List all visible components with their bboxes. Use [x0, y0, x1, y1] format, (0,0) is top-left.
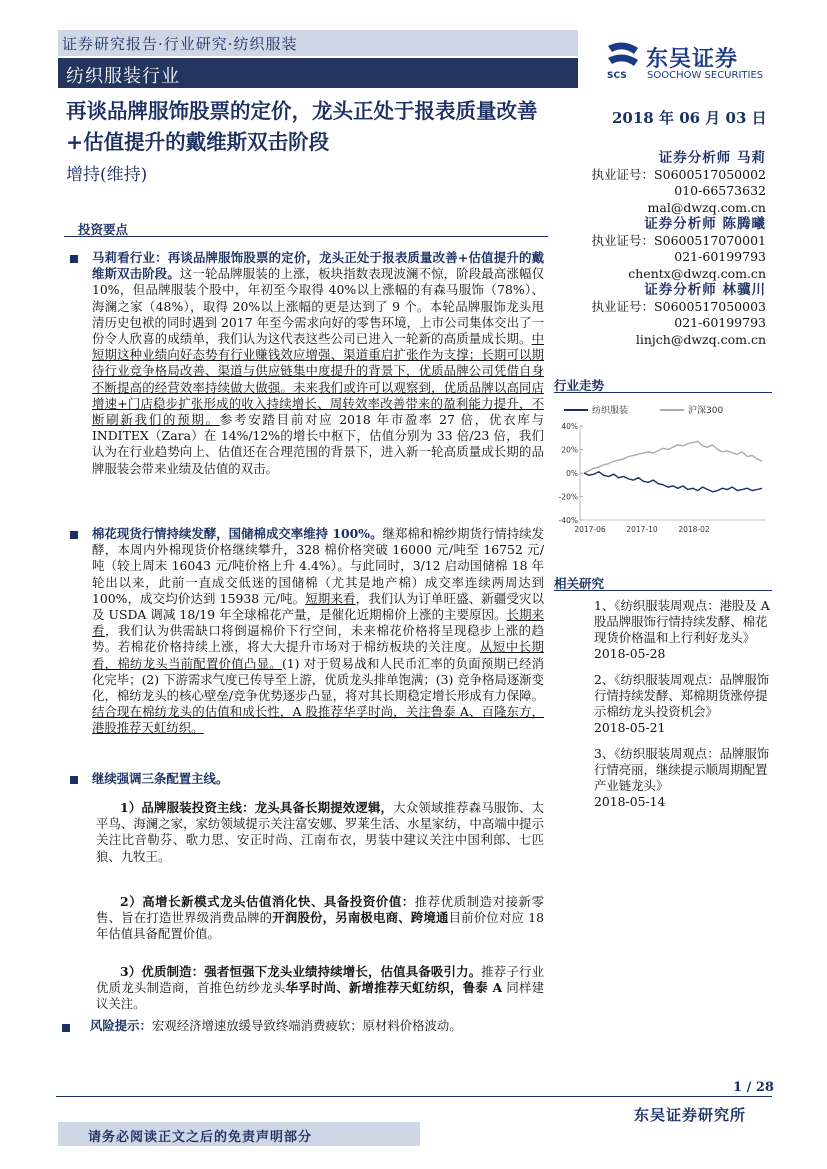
- analyst-license: 执业证号：S0600517050002: [591, 166, 766, 182]
- p1-text1: 这一轮品牌服装的上涨，板块指数表现波澜不惊，阶段最高涨幅仅 10%，但品牌服装个股中，年初至今取得 40%以上涨幅的有森马服饰（78%）、海澜之家（48%），取得 20%以上涨幅的更是达到了 9 个。本轮品牌服饰龙头甩清历史包袱的同时遇到 2017 年至今需求向好的零售环境，上市公司集体交出了一份令人欣喜的成绩单，我们认为这代表这些公司已进入一轮新的高质量成长期。: [92, 266, 544, 347]
- p2-text1: 继郑棉和棉纱期货行情持续发酵，本周内外棉现货价格继续攀升，328 棉价格突破 16000 元/吨至 16752 元/吨（较上周末 16043 元/吨价格上升 4.4%）。与此同时，3/12 启动国储棉 18 年轮出以来，此前一直成交低迷的国储棉（尤其是地产棉）成交率连续两周达到 100%，成交均价达到 15938 元/吨。: [92, 526, 545, 606]
- related-title[interactable]: 3、《纺织服装周观点：品牌服饰行情亮丽，继续提示顺周期配置产业链龙头》: [594, 746, 770, 793]
- analyst-phone: 021-60199793: [674, 315, 766, 330]
- y-tick-label: -40%: [558, 516, 578, 525]
- legend-label: 纺织服装: [592, 406, 629, 416]
- legend-label: 沪深300: [688, 406, 724, 416]
- chart-axes: [559, 422, 766, 534]
- y-tick-label: 0%: [566, 469, 578, 478]
- related-item-3[interactable]: [594, 746, 772, 810]
- x-tick-label: 2018-02: [678, 525, 710, 534]
- y-tick-label: 20%: [561, 445, 578, 455]
- footer-institute: 东吴证券研究所: [634, 1106, 747, 1124]
- risk-warning: [90, 1018, 546, 1034]
- line1-lead: 1）品牌服装投资主线：龙头具备长期提效逻辑，: [120, 800, 394, 815]
- bullet-icon: [70, 255, 78, 263]
- p1-underline: 中短期这种业绩向好态势有行业赚钱效应增强、渠道重启扩张作为支撑；长期可以期待行业竞争格局改善、渠道与供应链集中度提升的背景下，优质品牌公司凭借自身不断提高的经营效率持续做大做强。未来我们或许可以观察到，优质品牌以高同店增速+门店稳步扩张形成的收入持续增长、周转效率改善带来的盈利能力提升，不断刷新我们的预期。: [92, 331, 544, 428]
- p2-lead: 棉花现货行情持续发酵，国储棉成交率维持 100%。: [92, 526, 383, 541]
- bullet-icon: [62, 1024, 70, 1032]
- analyst-phone: 021-60199793: [674, 249, 766, 264]
- p2-u1: 短期来看: [305, 590, 356, 606]
- industry-title: 纺织服装行业: [66, 66, 180, 87]
- analyst-email[interactable]: linjch@dwzq.com.cn: [635, 331, 766, 347]
- line3-text1: 推荐子行业优质龙头制造商，首推色纺纱龙头: [96, 964, 545, 996]
- trend-divider: [554, 392, 772, 393]
- analyst-email[interactable]: chentx@dwzq.com.cn: [628, 265, 766, 281]
- p2-u3: 从短中长期看，棉纺龙头当前配置价值凸显。: [92, 639, 544, 671]
- analyst-role: 证券分析师 陈腾曦: [644, 216, 766, 232]
- chart-lines: [584, 441, 762, 492]
- related-title[interactable]: 1、《纺织服装周观点：港股及 A 股品牌服饰行情持续发酵、棉花现货价格温和上行利好龙头》: [594, 598, 770, 645]
- line3-bold: 华孚时尚、新增推荐天虹纺织，鲁泰 A: [285, 980, 503, 996]
- header-breadcrumb-band: [58, 30, 578, 56]
- line2-text1: 推荐优质制造对接新零售、旨在打造世界级消费品牌的: [96, 894, 544, 926]
- summary-label: 投资要点: [78, 222, 129, 237]
- risk-text: 宏观经济增速放缓导致终端消费疲软；原材料价格波动。: [151, 1018, 462, 1033]
- summary-divider: [64, 236, 548, 237]
- p2-u2: 长期来看: [92, 607, 545, 639]
- y-tick-label: 40%: [561, 422, 578, 431]
- line2-bold: 开润股份，另南极电商、跨境通: [272, 910, 449, 926]
- analyst-license: 执业证号：S0600517050003: [591, 298, 766, 314]
- logo-text-cn: 东吴证券: [646, 47, 739, 72]
- summary-paragraph-2: [92, 526, 544, 737]
- related-date: 2018-05-28: [594, 646, 666, 661]
- report-title: 再谈品牌服饰股票的定价，龙头正处于报表质量改善+估值提升的戴维斯双击阶段: [66, 99, 538, 154]
- analyst-phone: 010-66573632: [674, 183, 766, 198]
- x-tick-label: 2017-10: [626, 525, 658, 534]
- x-tick-label: 2017-06: [574, 525, 606, 534]
- soochow-logo-icon: [604, 40, 642, 80]
- line3-lead: 3）优质制造：强者恒强下龙头业绩持续增长，估值具备吸引力。: [120, 964, 482, 979]
- report-date: 2018 年 06 月 03 日: [612, 109, 767, 127]
- config-line-1: [96, 800, 544, 865]
- config-line-2: [96, 894, 544, 943]
- breadcrumb: 证券研究报告·行业研究·纺织服装: [62, 35, 298, 53]
- series-line: [584, 441, 762, 473]
- analyst-2: [586, 216, 766, 282]
- line1-text: 大众领域推荐森马服饰、太平鸟、海澜之家，家纺领域提示关注富安娜、罗莱生活、水星家纺，中高端中提示关注比音勒芬、歌力思、安正时尚、江南布衣，男装中建议关注中国利郎、七匹狼、九牧王。: [96, 800, 545, 864]
- config-line-3: [96, 964, 544, 1013]
- disclaimer-text: 请务必阅读正文之后的免责声明部分: [88, 1130, 313, 1145]
- related-date: 2018-05-21: [594, 720, 666, 735]
- industry-trend-chart: [548, 396, 772, 544]
- summary-paragraph-1: [92, 250, 544, 477]
- page-number: 1 / 28: [733, 1080, 774, 1095]
- risk-label: 风险提示：: [90, 1018, 152, 1033]
- series-line: [584, 472, 762, 492]
- p1-lead: 马莉看行业：再谈品牌服饰股票的定价，龙头正处于报表质量改善+估值提升的戴维斯双击阶段。: [92, 250, 544, 282]
- logo-text-en: SOOCHOW SECURITIES: [647, 70, 764, 81]
- p2-text4: (1) 对于贸易战和人民币汇率的负面预期已经消化完毕；(2) 下游需求气度已传导至上游，优质龙头排单饱满；(3) 竞争格局逐渐变化，棉纺龙头的核心壁垒/竞争优势逐步凸显，将对其长期稳定增长形成有力保障。: [92, 655, 545, 704]
- related-date: 2018-05-14: [594, 794, 666, 809]
- rating: 增持(维持): [66, 165, 148, 185]
- y-tick-label: -20%: [558, 492, 578, 502]
- trend-label: 行业走势: [554, 378, 605, 393]
- p2-u4: 结合现在棉纺龙头的估值和成长性，A 股推荐华孚时尚，关注鲁泰 A、百隆东方，港股推荐天虹纺织。: [92, 704, 544, 736]
- bullet-icon: [70, 776, 78, 784]
- related-item-1[interactable]: [594, 598, 772, 662]
- line3-text2: 同样建议关注。: [96, 980, 544, 1012]
- bullet-icon: [70, 531, 78, 539]
- related-divider: [554, 590, 772, 591]
- footer-divider: [56, 1096, 772, 1097]
- industry-band: [58, 58, 578, 88]
- chart-legend: [564, 404, 723, 416]
- analyst-role: 证券分析师 马莉: [658, 150, 766, 166]
- logo-mark-text: SCS: [607, 71, 627, 80]
- p1-text2: 参考安踏目前对应 2018 年市盈率 27 倍，优衣库与 INDITEX（Zara）在 14%/12%的增长中枢下，估值分别为 33 倍/23 倍，我们认为在行业趋势向上、估值还在合理范围的背景下，进入新一轮高质量成长期的品牌服装会带来业绩及估值的双击。: [92, 412, 545, 476]
- p2-text2: ，我们认为订单旺盛、新疆受灾以及 USDA 调减 18/19 年全球棉花产量，是催化近期棉价上涨的主要原因。: [92, 590, 545, 623]
- analyst-1: [586, 150, 766, 216]
- line2-lead: 2）高增长新模式龙头估值消化快、具备投资价值：: [120, 894, 415, 909]
- p3-lead: 继续强调三条配置主线。: [92, 771, 229, 786]
- analyst-3: [586, 282, 766, 348]
- related-item-2[interactable]: [594, 672, 772, 736]
- analyst-email[interactable]: mal@dwzq.com.cn: [647, 199, 766, 215]
- summary-paragraph-3: [92, 771, 544, 787]
- related-label: 相关研究: [554, 576, 605, 591]
- analyst-license: 执业证号：S0600517070001: [591, 232, 766, 248]
- p2-text3: ，我们认为供需缺口将倒逼棉价下行空间，未来棉花价格将呈现稳步上涨的趋势。若棉花价格持续上涨，将大大提升市场对于棉纺板块的关注度。: [92, 623, 545, 655]
- analyst-role: 证券分析师 林骥川: [644, 282, 766, 298]
- related-title[interactable]: 2、《纺织服装周观点：品牌服饰行情持续发酵、郑棉期货涨停提示棉纺龙头投资机会》: [594, 672, 770, 719]
- disclaimer-band: [58, 1122, 420, 1146]
- company-logo: [604, 40, 774, 90]
- line2-text2: 目前价位对应 18 年估值具备配置价值。: [96, 910, 545, 942]
